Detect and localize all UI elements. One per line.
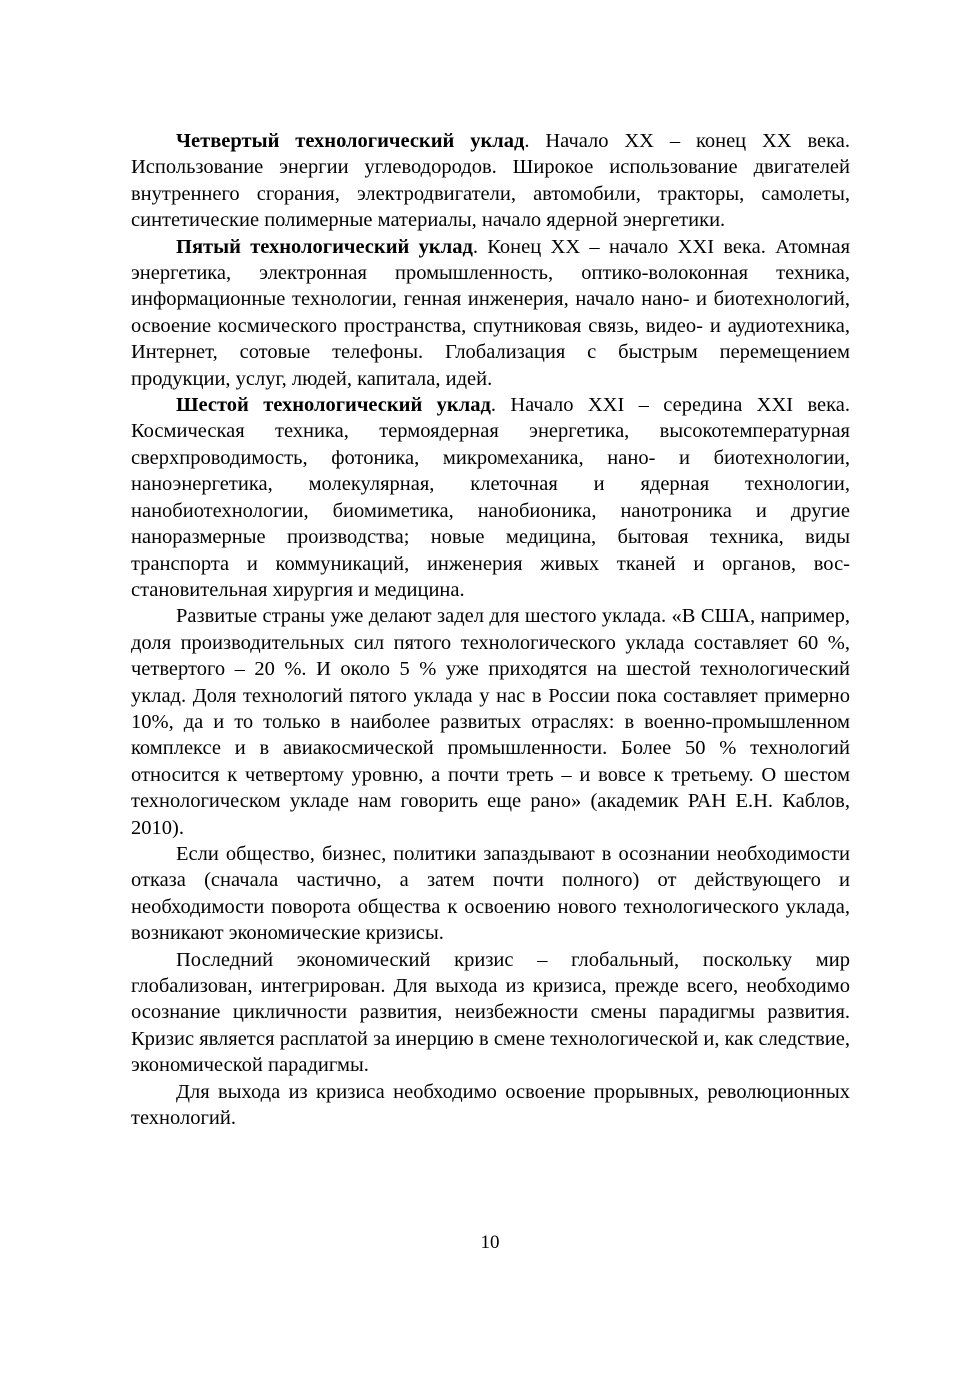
paragraph-fourth-order	[131, 128, 850, 234]
paragraph-text: . Начало XXI – середина XXI века. Космическая техника, термоядерная энергетика, высокотемпературная сверхпроводимость, фотоника, микромеханика, нано- и биотехнологии, наноэнергетика, молекулярная, клеточная и ядерная технологии, нанобиотехнологии, биомиметика, нанобионика, нанотроника и другие наноразмерные производства; новые медицина, бытовая техника, виды транспорта и коммуникаций, инженерия живых тканей и органов, восстановительная хирургия и медицина.	[131, 394, 850, 601]
page-body	[131, 128, 850, 1131]
paragraph-text: . Конец XX – начало XXI века. Атомная энергетика, электронная промышленность, оптико-волоконная техника, информационные технологии, генная инженерия, начало нано- и биотехнологий, освоение космического пространства, спутниковая связь, видео- и аудиотехника, Интернет, сотовые телефоны. Глобализация с быстрым перемещением продукции, услуг, людей, капитала, идей.	[131, 235, 850, 390]
paragraph-society-delay: Если общество, бизнес, политики запаздывают в осознании необходимости отказа (сначала частично, а затем почти полного) от действующего и необходимости поворота общества к освоению нового технологического уклада, возникают экономические кризисы.	[131, 842, 850, 945]
heading-fourth-order: Четвертый технологический уклад	[176, 130, 525, 152]
heading-fifth-order: Пятый технологический уклад	[176, 235, 473, 258]
paragraph-breakthrough: Для выхода из кризиса необходимо освоение прорывных, революционных технологий.	[131, 1080, 850, 1130]
paragraph-fifth-order	[131, 234, 850, 392]
page-number: 10	[480, 1232, 500, 1253]
paragraph-last-crisis: Последний экономический кризис – глобальный, поскольку мир глобализован, интегрирован. Для выхода из кризиса, прежде всего, необходимо осознание цикличности развития, неизбежности смены парадигмы развития. Кризис является расплатой за инерцию в смене технологической и, как следствие, экономической парадигмы.	[131, 948, 850, 1077]
paragraph-sixth-order	[131, 392, 850, 603]
heading-sixth-order: Шестой технологический уклад	[176, 394, 491, 417]
paragraph-developed-countries: Развитые страны уже делают задел для шестого уклада. «В США, например, доля производительных сил пятого технологического уклада составляет 60 %, четвертого – 20 %. И около 5 % уже приходятся на шестой технологический уклад. Доля технологий пятого уклада у нас в России пока составляет примерно 10%, да и то только в наиболее развитых отраслях: в военно-промышленном комплексе и в авиакосмической промышленности. Более 50 % технологий относится к четвертому уровню, а почти треть – и вовсе к третьему. О шестом технологическом укладе нам говорить еще рано» (академик РАН Е.Н. Каблов, 2010).	[131, 605, 850, 839]
paragraph-text: . Начало XX – конец XX века. Использование энергии углеводородов. Широкое использование двигателей внутреннего сгорания, электродвигатели, автомобили, тракторы, самолеты, синтетические полимерные материалы, начало ядерной энергетики.	[131, 130, 850, 232]
